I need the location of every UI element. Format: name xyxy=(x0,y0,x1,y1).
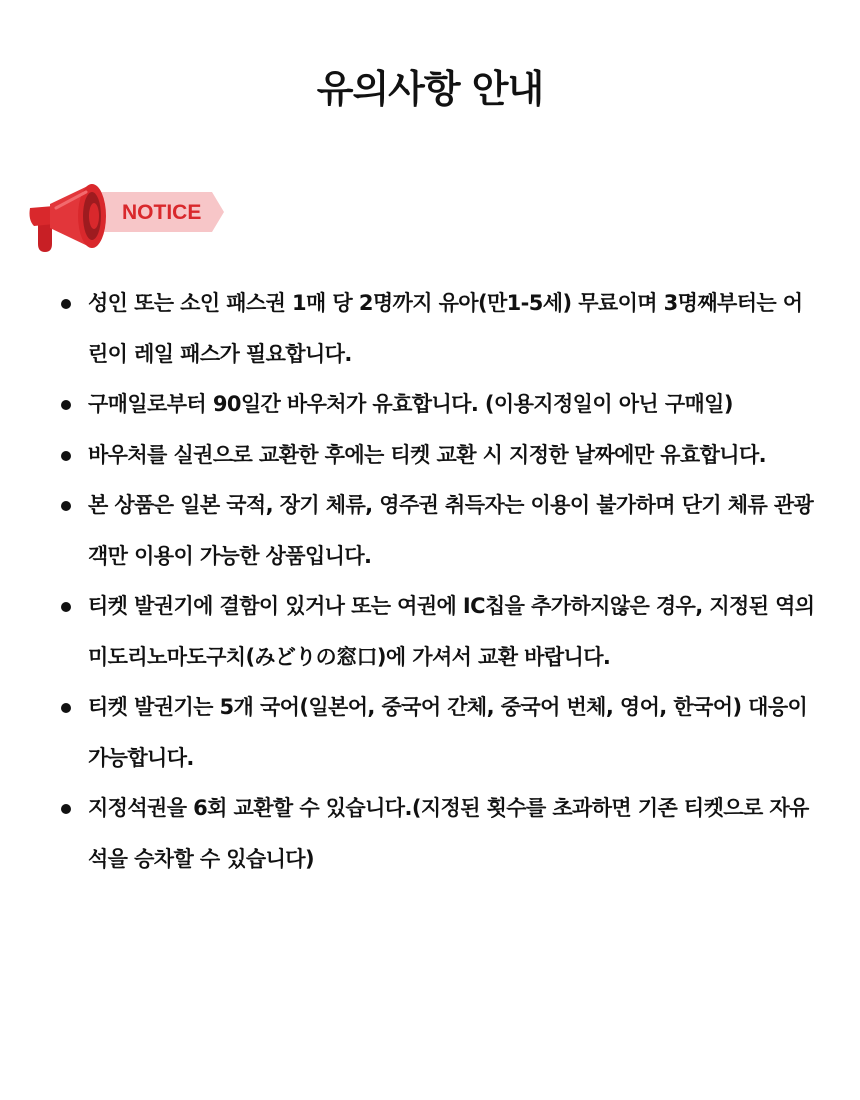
bullet-icon xyxy=(61,602,71,612)
notice-item-text: 본 상품은 일본 국적, 장기 체류, 영주권 취득자는 이용이 불가하며 단기 체류 관광객만 이용이 가능한 상품입니다. xyxy=(88,493,814,568)
notice-badge xyxy=(26,178,226,258)
notice-item xyxy=(58,278,818,379)
notice-list xyxy=(58,278,818,884)
bullet-icon xyxy=(61,299,71,309)
notice-item xyxy=(58,480,818,581)
bullet-icon xyxy=(61,703,71,713)
bullet-icon xyxy=(61,501,71,511)
notice-item-text: 티켓 발권기는 5개 국어(일본어, 중국어 간체, 중국어 번체, 영어, 한국어) 대응이 가능합니다. xyxy=(88,695,808,770)
notice-item xyxy=(58,783,818,884)
notice-item-text: 바우처를 실권으로 교환한 후에는 티켓 교환 시 지정한 날짜에만 유효합니다. xyxy=(88,442,767,467)
notice-item xyxy=(58,581,818,682)
notice-item-text: 티켓 발권기에 결함이 있거나 또는 여권에 IC칩을 추가하지않은 경우, 지정된 역의 미도리노마도구치(みどりの窓口)에 가셔서 교환 바랍니다. xyxy=(88,594,815,669)
notice-item-text: 지정석권을 6회 교환할 수 있습니다.(지정된 횟수를 초과하면 기존 티켓으로 자유석을 승차할 수 있습니다) xyxy=(88,796,809,871)
notice-item xyxy=(58,682,818,783)
notice-label: NOTICE xyxy=(122,201,202,224)
bullet-icon xyxy=(61,400,71,410)
notice-item xyxy=(58,379,818,430)
notice-item-text: 구매일로부터 90일간 바우처가 유효합니다. (이용지정일이 아닌 구매일) xyxy=(88,392,733,416)
bullet-icon xyxy=(61,451,71,461)
notice-item xyxy=(58,430,818,481)
notice-item-text: 성인 또는 소인 패스권 1매 당 2명까지 유아(만1-5세) 무료이며 3명째부터는 어린이 레일 패스가 필요합니다. xyxy=(88,291,803,366)
bullet-icon xyxy=(61,804,71,814)
page-title: 유의사항 안내 xyxy=(316,67,544,111)
